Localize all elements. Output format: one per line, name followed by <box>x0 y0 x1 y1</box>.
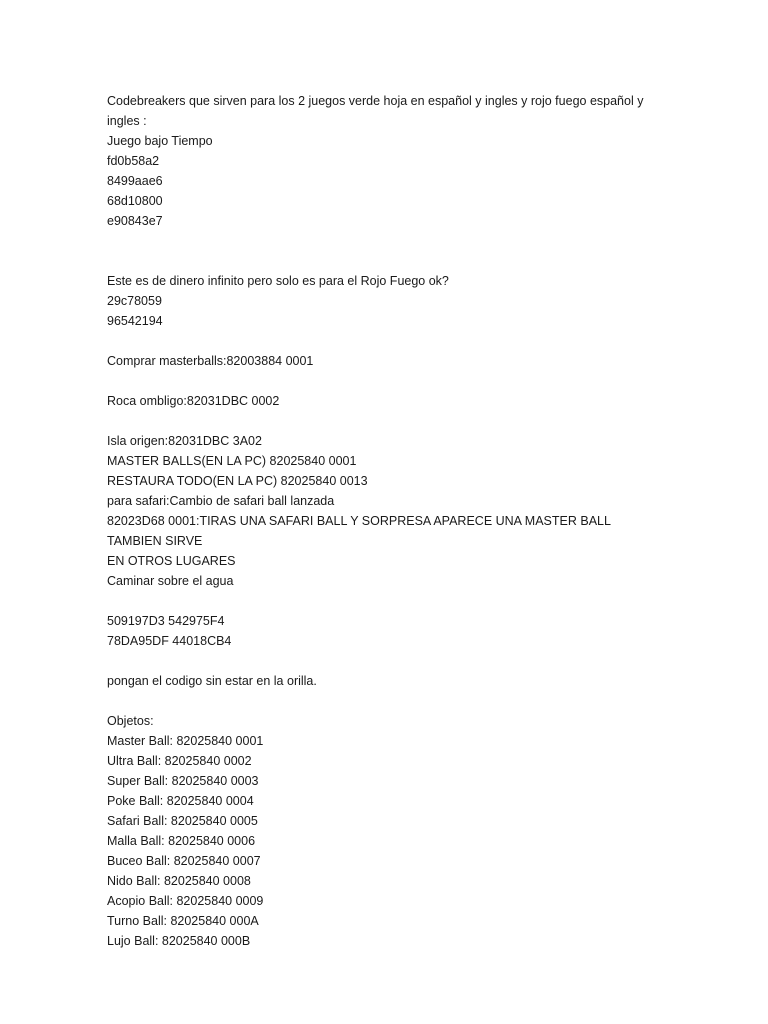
list-item: Buceo Ball: 82025840 0007 <box>107 854 261 868</box>
code-line: 509197D3 542975F4 <box>107 614 225 628</box>
intro-line-1: Codebreakers que sirven para los 2 juegos verde hoja en español y ingles y rojo fuego español y <box>107 94 644 108</box>
document-body <box>107 91 667 951</box>
section-heading-caminar-sobre-agua: Caminar sobre el agua <box>107 574 234 588</box>
code-line: 96542194 <box>107 314 163 328</box>
note-line: pongan el codigo sin estar en la orilla. <box>107 674 317 688</box>
code-line: 8499aae6 <box>107 174 163 188</box>
code-line-comprar-masterballs: Comprar masterballs:82003884 0001 <box>107 354 314 368</box>
blank-line <box>107 371 667 391</box>
blank-line <box>107 411 667 431</box>
code-line: fd0b58a2 <box>107 154 160 168</box>
list-item: Master Ball: 82025840 0001 <box>107 734 264 748</box>
blank-line <box>107 331 667 351</box>
section-heading-juego-bajo-tiempo: Juego bajo Tiempo <box>107 134 213 148</box>
code-line-safari-master-ball: 82023D68 0001:TIRAS UNA SAFARI BALL Y SORPRESA APARECE UNA MASTER BALL TAMBIEN SIRVE <box>107 514 614 548</box>
code-line: e90843e7 <box>107 214 163 228</box>
code-line-master-balls-pc: MASTER BALLS(EN LA PC) 82025840 0001 <box>107 454 357 468</box>
list-item: Super Ball: 82025840 0003 <box>107 774 259 788</box>
list-item: Lujo Ball: 82025840 000B <box>107 934 251 948</box>
code-line-isla-origen: Isla origen:82031DBC 3A02 <box>107 434 262 448</box>
blank-line <box>107 231 667 251</box>
code-line-restaura-todo: RESTAURA TODO(EN LA PC) 82025840 0013 <box>107 474 368 488</box>
list-item: Safari Ball: 82025840 0005 <box>107 814 258 828</box>
list-item: Acopio Ball: 82025840 0009 <box>107 894 264 908</box>
list-item: Malla Ball: 82025840 0006 <box>107 834 256 848</box>
blank-line <box>107 251 667 271</box>
code-line: 68d10800 <box>107 194 163 208</box>
blank-line <box>107 691 667 711</box>
section-heading-dinero-infinito: Este es de dinero infinito pero solo es para el Rojo Fuego ok? <box>107 274 449 288</box>
list-item: Turno Ball: 82025840 000A <box>107 914 259 928</box>
blank-line <box>107 651 667 671</box>
blank-line <box>107 591 667 611</box>
code-line: 78DA95DF 44018CB4 <box>107 634 232 648</box>
list-item: Ultra Ball: 82025840 0002 <box>107 754 252 768</box>
list-item: Nido Ball: 82025840 0008 <box>107 874 251 888</box>
code-line: 29c78059 <box>107 294 162 308</box>
section-heading-objetos: Objetos: <box>107 714 154 728</box>
section-heading-para-safari: para safari:Cambio de safari ball lanzada <box>107 494 335 508</box>
list-item: Poke Ball: 82025840 0004 <box>107 794 254 808</box>
code-line-roca-ombligo: Roca ombligo:82031DBC 0002 <box>107 394 280 408</box>
intro-line-2: ingles : <box>107 114 147 128</box>
text-line-continuation: EN OTROS LUGARES <box>107 554 236 568</box>
